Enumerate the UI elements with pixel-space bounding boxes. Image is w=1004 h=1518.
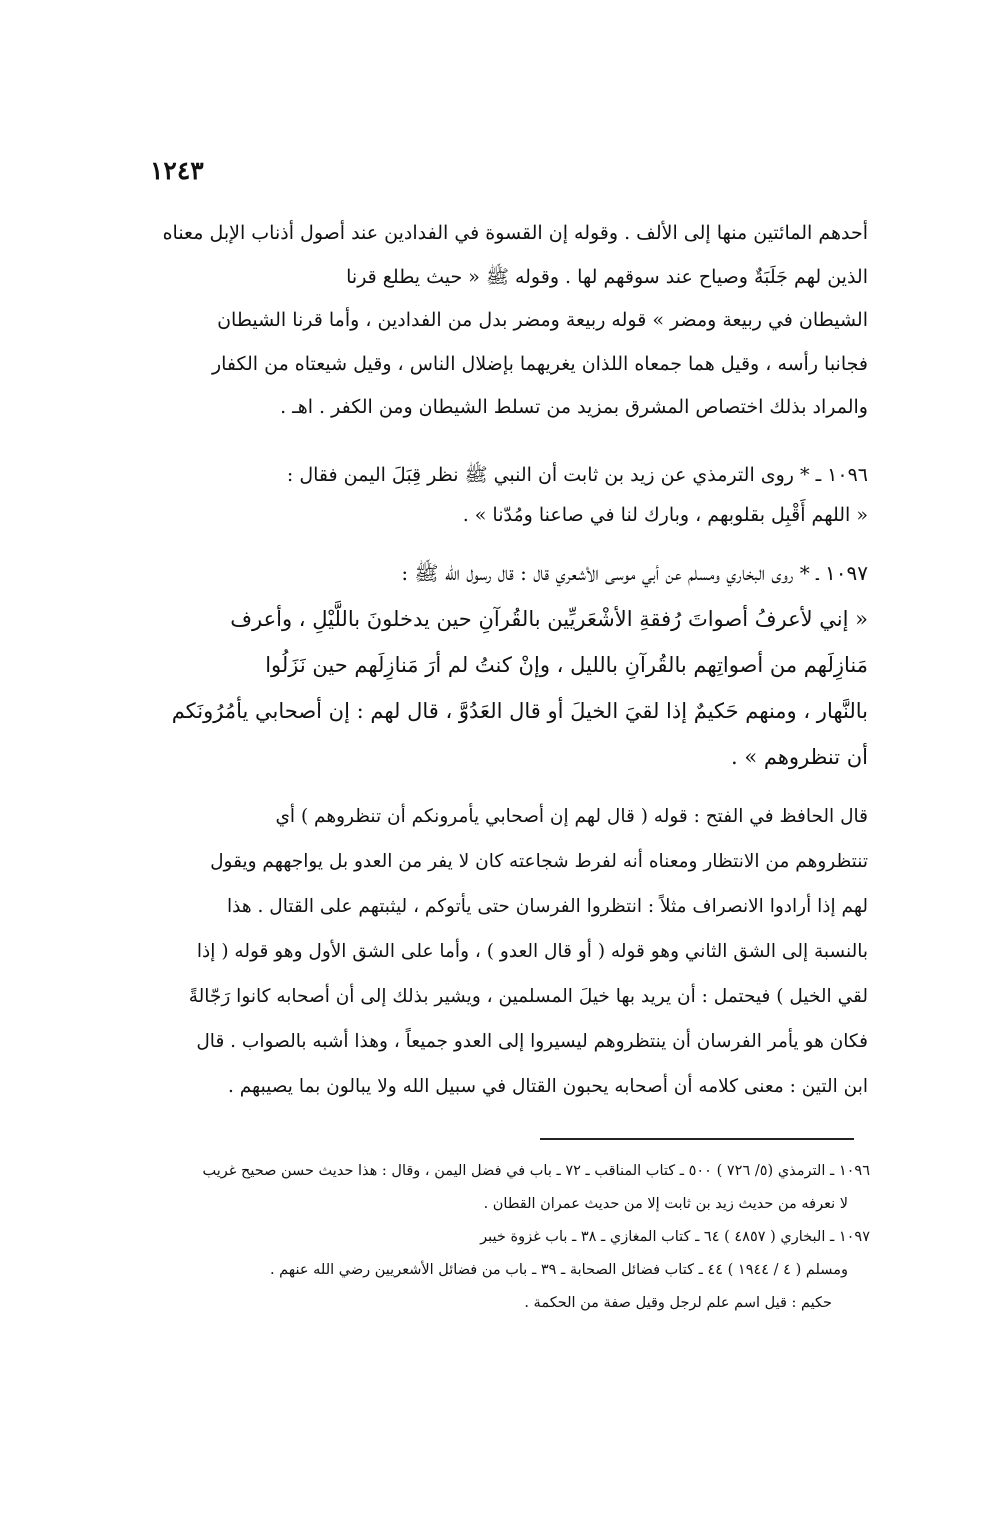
hadith-1096 [156,455,868,535]
footnote-divider [540,1138,854,1140]
text-line: ابن التين : معنى كلامه أن أصحابه يحبون القتال في سبيل الله ولا يبالون بما يصيبهم . [227,1076,868,1097]
text-line: بالنَّهار ، ومنهم حَكيمٌ إذا لقيَ الخيلَ أو قال العَدُوَّ ، قال لهم : إن أصحابي يأمُرُونَكم [171,699,868,723]
footnote-line: ومسلم ( ٤ / ١٩٤٤ ) ٤٤ ـ كتاب فضائل الصحابة ـ ٣٩ ـ باب من فضائل الأشعريين رضي الله عنهم . [269,1262,848,1278]
footnote-line: حكيم : قيل اسم علم لرجل وقيل صفة من الحكمة . [524,1295,832,1311]
text-line: ١٠٩٧ ـ * روى البخاري ومسلم عن أبي موسى الأشعري قال : قال رسول الله ﷺ : [401,561,868,585]
text-line: أحدهم المائتين منها إلى الألف . وقوله إن القسوة في الفدادين عند أصول أذناب الإبل معناه [162,222,868,244]
text-line: قال الحافظ في الفتح : قوله ( قال لهم إن أصحابي يأمرونكم أن تنظروهم ) أي [275,806,868,827]
hadith-1097 [156,550,868,780]
text-line: بالنسبة إلى الشق الثاني وهو قوله ( أو قال العدو ) ، وأما على الشق الأول وهو قوله ( إذا [196,941,868,962]
paragraph-commentary-1 [156,212,868,430]
text-line: الذين لهم جَلَبَةٌ وصياح عند سوقهم لها . وقوله ﷺ « حيث يطلع قرنا [346,265,868,288]
text-line: والمراد بذلك اختصاص المشرق بمزيد من تسلط الشيطان ومن الكفر . اهـ . [280,396,868,418]
paragraph-commentary-2 [156,794,868,1109]
text-line: تنتظروهم من الانتظار ومعناه أنه لفرط شجاعته كان لا يفر من العدو بل يواجههم ويقول [210,851,868,872]
text-line: لقي الخيل ) فيحتمل : أن يريد بها خيلَ المسلمين ، ويشير بذلك إلى أن أصحابه كانوا رَجّالةً [188,986,868,1007]
footnote-line: لا نعرفه من حديث زيد بن ثابت إلا من حديث عمران القطان . [483,1196,848,1212]
text-line: « إني لأعرفُ أصواتَ رُفقةِ الأشْعَريِّين بالقُرآنِ حين يدخلونَ باللَّيْلِ ، وأعرف [230,607,868,631]
text-line: ١٠٩٦ ـ * روى الترمذي عن زيد بن ثابت أن النبي ﷺ نظر قِبَلَ اليمن فقال : [286,464,868,486]
text-line: الشيطان في ربيعة ومضر » قوله ربيعة ومضر بدل من الفدادين ، وأما قرنا الشيطان [217,309,868,331]
text-line: مَنازِلَهم من أصواتِهم بالقُرآنِ بالليل ، وإنْ كنتُ لم أرَ مَنازِلَهم حين نَزَلُوا [265,653,868,677]
text-line: لهم إذا أرادوا الانصراف مثلاً : انتظروا الفرسان حتى يأتوكم ، ليثبتهم على القتال . هذا [227,896,868,917]
page-number: ١٢٤٣ [150,156,204,185]
text-line: « اللهم أَقْبِل بقلوبهم ، وبارك لنا في صاعنا ومُدّنا » . [462,504,868,526]
text-line: فجانبا رأسه ، وقيل هما جمعاه اللذان يغريهما بإضلال الناس ، وقيل شيعتاه من الكفار [211,352,868,375]
footnotes [150,1155,870,1320]
footnote-line: ١٠٩٦ ـ الترمذي (٥/ ٧٢٦ ) ٥٠٠ ـ كتاب المناقب ـ ٧٢ ـ باب في فضل اليمن ، وقال : هذا حديث حسن صحيح غريب [202,1163,870,1179]
text-line: أن تنظروهم » . [731,745,868,769]
footnote-line: ١٠٩٧ ـ البخاري ( ٤٨٥٧ ) ٦٤ ـ كتاب المغازي ـ ٣٨ ـ باب غزوة خيبر [480,1229,870,1245]
text-line: فكان هو يأمر الفرسان أن ينتظروهم ليسيروا إلى العدو جميعاً ، وهذا أشبه بالصواب . قال [196,1031,868,1052]
